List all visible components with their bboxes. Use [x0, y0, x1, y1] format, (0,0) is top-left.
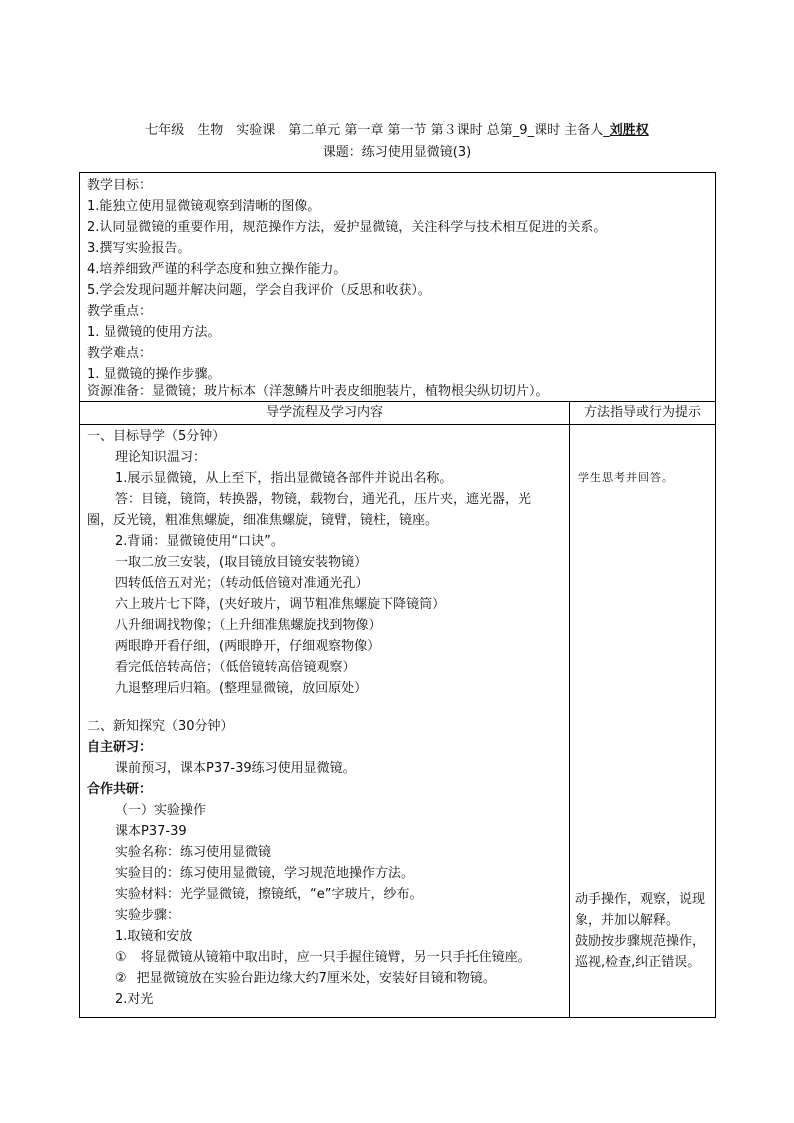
step-detail: [115, 950, 531, 966]
question: 1.展示显微镜，从上至下，指出显微镜各部件并说出名称。: [115, 471, 453, 486]
lesson-topic: 课题：练习使用显微镜(3): [322, 145, 472, 160]
steps-title: 实验步骤：: [115, 908, 181, 923]
lesson-header: [0, 119, 794, 138]
mnemonic-line: 八升细调找物像；（上升细准焦螺旋找到物像）: [115, 618, 382, 633]
operation-title: （一）实验操作: [115, 803, 207, 818]
coop-label: 合作共研：: [87, 782, 153, 797]
objectives-title: 教学目标：: [87, 178, 153, 193]
author-name: 刘胜权: [609, 123, 649, 138]
book-ref: 课本P37-39: [115, 824, 187, 839]
lesson-table: [79, 172, 716, 1018]
experiment-name: 实验名称：练习使用显微镜: [115, 845, 272, 860]
self-study-text: 课前预习，课本P37-39练习使用显微镜。: [115, 761, 356, 776]
hint-text: 鼓励按步骤规范操作，: [575, 934, 706, 949]
mnemonic-line: 一取二放三安装，(取目镜放目镜安装物镜）: [115, 555, 368, 570]
table-header-row: [80, 402, 715, 425]
step-detail: [115, 971, 496, 987]
resources: 资源准备：显微镜；玻片标本（洋葱鳞片叶表皮细胞装片，植物根尖纵切切片）。: [87, 384, 549, 399]
circled-number: ①: [115, 950, 127, 965]
mnemonic-line: 四转低倍五对光；（转动低倍镜对准通光孔）: [115, 576, 369, 591]
mnemonic-line: 两眼睁开看仔细，(两眼睁开，仔细观察物像）: [115, 639, 381, 654]
hint-text: 学生思考并回答。: [578, 471, 674, 484]
step-text: 把显微镜放在实验台距边缘大约7厘米处，安装好目镜和物镜。: [136, 971, 496, 986]
section-title: 一、目标导学（5分钟）: [87, 429, 226, 444]
experiment-materials: [115, 887, 422, 903]
hint-text: 象，并加以解释。: [575, 913, 680, 928]
header-hints: 方法指导或行为提示: [583, 405, 701, 420]
answer: 圈，反光镜，粗准焦螺旋，细准焦螺旋，镜臂，镜柱，镜座。: [87, 513, 439, 528]
header-line: 七年级 生物 实验课 第二单元 第一章 第一节 第３课时 总第_9_课时 主备人_: [145, 123, 610, 138]
materials-text: 实验材料：光学显微镜，擦镜纸，“e”: [115, 887, 332, 902]
objective-item: 4.培养细致严谨的科学态度和独立操作能力。: [87, 262, 347, 277]
objective-item: 2.认同显微镜的重要作用，规范操作方法，爱护显微镜，关注科学与技术相互促进的关系。: [87, 220, 607, 235]
key-points-title: 教学重点：: [87, 304, 153, 319]
hint-text: 动手操作，观察，说现: [575, 892, 706, 907]
mnemonic-line: 看完低倍转高倍；（低倍镜转高倍镜观察）: [115, 660, 356, 675]
column-divider: [569, 402, 570, 1017]
experiment-purpose: 实验目的：练习使用显微镜，学习规范地操作方法。: [115, 866, 415, 881]
objectives-section: [80, 173, 715, 402]
circled-number: ②: [115, 971, 127, 986]
section-title: 二、新知探究（30分钟）: [87, 719, 234, 734]
step-title: 2.对光: [115, 992, 154, 1007]
difficulty-title: 教学难点：: [87, 346, 153, 361]
objective-item: 3.撰写实验报告。: [87, 241, 191, 256]
step-title: 1.取镜和安放: [115, 929, 193, 944]
objective-item: 1.能独立使用显微镜观察到清晰的图像。: [87, 199, 321, 214]
step-text: 将显微镜从镜箱中取出时，应一只手握住镜臂，另一只手托住镜座。: [140, 950, 531, 965]
key-point-item: 1. 显微镜的使用方法。: [87, 325, 221, 340]
objective-item: 5.学会发现问题并解决问题，学会自我评价（反思和收获）。: [87, 283, 431, 298]
question: 2.背诵：显微镜使用“口诀”。: [115, 534, 284, 549]
mnemonic-line: 六上玻片七下降，(夹好玻片，调节粗准焦螺旋下降镜筒）: [115, 597, 446, 612]
answer: 答：目镜，镜筒，转换器，物镜，载物台，通光孔，压片夹，遮光器，光: [115, 492, 532, 507]
self-study-label: 自主研习：: [87, 740, 153, 755]
materials-text: 字玻片，纱布。: [331, 887, 423, 902]
hint-text: 巡视,检查,纠正错误。: [575, 955, 701, 970]
review-label: 理论知识温习：: [115, 450, 207, 465]
mnemonic-line: 九退整理后归箱。(整理显微镜，放回原处）: [115, 681, 368, 696]
header-content: 导学流程及学习内容: [265, 405, 383, 420]
difficulty-item: 1. 显微镜的操作步骤。: [87, 367, 221, 382]
